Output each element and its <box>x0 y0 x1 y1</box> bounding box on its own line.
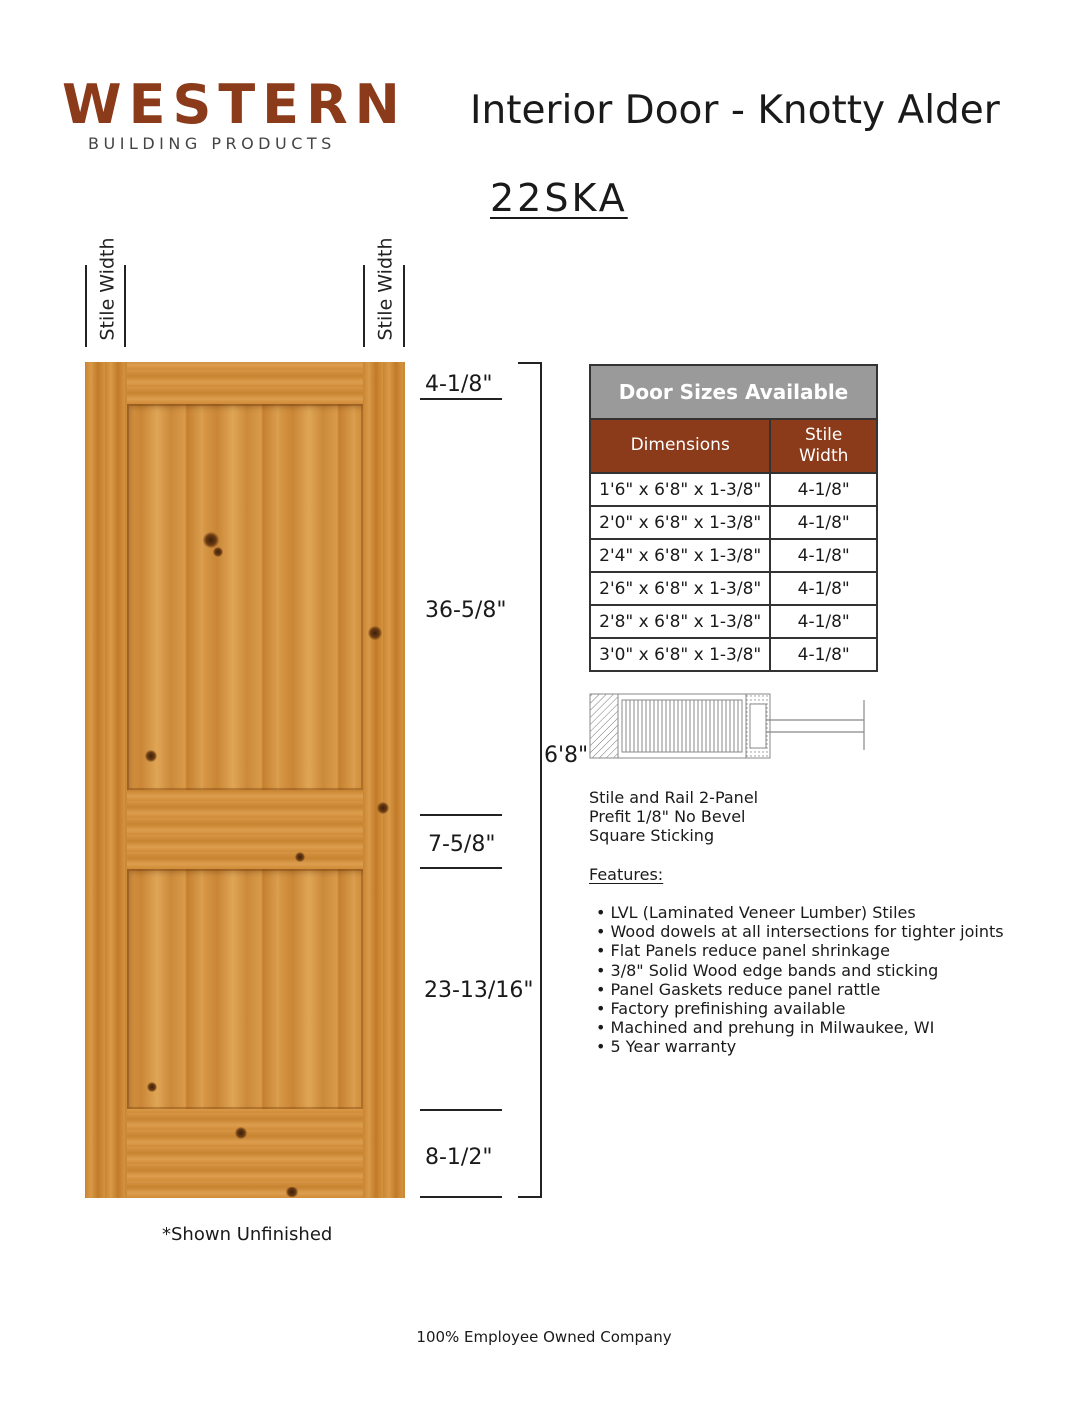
dim-divider-line <box>420 398 502 400</box>
wood-knot <box>377 802 389 814</box>
description-line: Prefit 1/8" No Bevel <box>589 807 746 826</box>
stile-width-cell: 4-1/8" <box>770 506 877 539</box>
table-row <box>590 539 877 572</box>
door-stile-right <box>363 362 405 1198</box>
feature-item: • 5 Year warranty <box>596 1037 1004 1056</box>
wood-knot <box>295 852 305 862</box>
stile-marker-line <box>85 265 87 347</box>
wood-knot <box>203 532 219 548</box>
column-header: Dimensions <box>590 419 770 473</box>
door-image <box>85 362 405 1198</box>
features-heading: Features: <box>589 865 664 884</box>
door-stile-left <box>85 362 127 1198</box>
wood-knot <box>285 1187 299 1197</box>
feature-item: • 3/8" Solid Wood edge bands and sticking <box>596 961 1004 980</box>
door-description <box>589 788 758 845</box>
description-line: Stile and Rail 2-Panel <box>589 788 759 807</box>
dim-divider-line <box>420 814 502 816</box>
page-title: Interior Door - Knotty Alder <box>470 88 1000 133</box>
door-bottom-rail <box>127 1109 363 1198</box>
description-line: Square Sticking <box>589 826 715 845</box>
stile-width-cell: 4-1/8" <box>770 539 877 572</box>
stile-marker-line <box>124 265 126 347</box>
dim-top-panel: 36-5/8" <box>425 598 507 623</box>
feature-item: • Wood dowels at all intersections for tighter joints <box>596 922 1004 941</box>
dimension-cell: 2'6" x 6'8" x 1-3/8" <box>590 572 770 605</box>
door-bottom-panel <box>127 869 363 1109</box>
dim-bottom-rail: 8-1/2" <box>425 1145 493 1170</box>
table-row <box>590 638 877 671</box>
wood-knot <box>145 750 157 762</box>
table-row <box>590 506 877 539</box>
dim-overall-height: 6'8" <box>544 743 589 768</box>
features-list <box>596 903 1004 1057</box>
table-row <box>590 473 877 506</box>
table-title: Door Sizes Available <box>590 365 877 419</box>
logo-tagline: BUILDING PRODUCTS <box>88 134 336 153</box>
footer-text: 100% Employee Owned Company <box>416 1328 672 1346</box>
table-row <box>590 572 877 605</box>
dimension-cell: 1'6" x 6'8" x 1-3/8" <box>590 473 770 506</box>
stile-width-cell: 4-1/8" <box>770 638 877 671</box>
stile-width-cell: 4-1/8" <box>770 605 877 638</box>
door-profile-diagram <box>589 690 869 762</box>
wood-knot <box>368 626 382 640</box>
unfinished-note: *Shown Unfinished <box>162 1224 333 1245</box>
door-sizes-table <box>589 364 878 672</box>
wood-knot <box>147 1082 157 1092</box>
logo-wordmark: WESTERN <box>62 73 407 136</box>
stile-width-cell: 4-1/8" <box>770 473 877 506</box>
wood-knot <box>213 547 223 557</box>
dim-bottom-panel: 23-13/16" <box>424 978 534 1003</box>
stile-width-cell: 4-1/8" <box>770 572 877 605</box>
dimension-cell: 3'0" x 6'8" x 1-3/8" <box>590 638 770 671</box>
dim-top-rail: 4-1/8" <box>425 372 493 397</box>
feature-item: • Flat Panels reduce panel shrinkage <box>596 941 1004 960</box>
stile-width-label-right: Stile Width <box>374 237 396 341</box>
door-top-rail <box>127 362 363 404</box>
dim-divider-line <box>420 1196 502 1198</box>
dimension-cell: 2'8" x 6'8" x 1-3/8" <box>590 605 770 638</box>
door-top-panel <box>127 404 363 790</box>
model-number: 22SKA <box>490 176 628 220</box>
feature-item: • Panel Gaskets reduce panel rattle <box>596 980 1004 999</box>
wood-knot <box>235 1127 247 1139</box>
stile-marker-line <box>403 265 405 347</box>
stile-width-label-left: Stile Width <box>96 237 118 341</box>
dim-divider-line <box>420 867 502 869</box>
feature-item: • Machined and prehung in Milwaukee, WI <box>596 1018 1004 1037</box>
dimension-cell: 2'4" x 6'8" x 1-3/8" <box>590 539 770 572</box>
stile-marker-line <box>363 265 365 347</box>
door-lock-rail <box>127 790 363 869</box>
feature-item: • LVL (Laminated Veneer Lumber) Stiles <box>596 903 1004 922</box>
height-bracket <box>518 362 542 1198</box>
column-header: Stile Width <box>770 419 877 473</box>
table-row <box>590 605 877 638</box>
feature-item: • Factory prefinishing available <box>596 999 1004 1018</box>
dimension-cell: 2'0" x 6'8" x 1-3/8" <box>590 506 770 539</box>
dim-divider-line <box>420 1109 502 1111</box>
dim-lock-rail: 7-5/8" <box>428 832 496 857</box>
